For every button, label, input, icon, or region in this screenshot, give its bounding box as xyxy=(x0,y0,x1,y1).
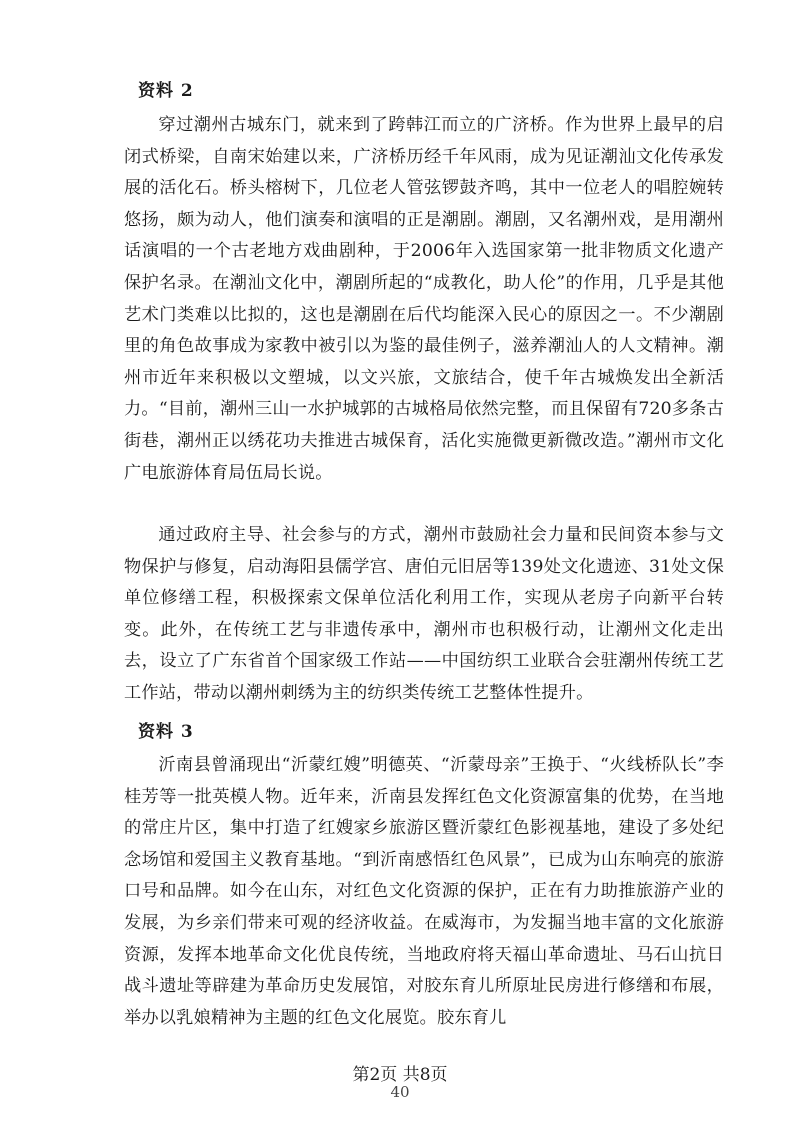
material-2-heading: 资料 2 xyxy=(138,81,194,101)
material-3-heading: 资料 3 xyxy=(138,722,194,742)
material-2-paragraph-1: 穿过潮州古城东门，就来到了跨韩江而立的广济桥。作为世界上最早的启闭式桥梁，自南宋始建以来，广济桥历经千年风雨，成为见证潮汕文化传承发展的活化石。桥头榕树下，几位老人管弦锣鼓齐鸣，其中一位老人的唱腔婉转悠扬，颇为动人，他们演奏和演唱的正是潮剧。潮剧，又名潮州戏，是用潮州话演唱的一个古老地方戏曲剧种，于2006年入选国家第一批非物质文化遗产保护名录。在潮汕文化中，潮剧所起的“成教化，助人伦”的作用，几乎是其他艺术门类难以比拟的，这也是潮剧在后代均能深入民心的原因之一。不少潮剧里的角色故事成为家教中被引以为鉴的最佳例子，滋养潮汕人的人文精神。潮州市近年来积极以文塑城，以文兴旅，文旅结合，使千年古城焕发出全新活力。“目前，潮州三山一水护城郭的古城格局依然完整，而且保留有720多条古街巷，潮州正以绣花功夫推进古城保育，活化实施微更新微改造。”潮州市文化广电旅游体育局伍局长说。 xyxy=(124,115,724,483)
page-number: 40 xyxy=(390,1083,410,1101)
page-indicator: 第2页 共8页 xyxy=(352,1065,448,1085)
material-2-paragraph-2: 通过政府主导、社会参与的方式，潮州市鼓励社会力量和民间资本参与文物保护与修复，启动海阳县儒学宫、唐伯元旧居等139处文化遗迹、31处文保单位修缮工程，积极探索文保单位活化利用工作，实现从老房子向新平台转变。此外，在传统工艺与非遗传承中，潮州市也积极行动，让潮州文化走出去，设立了广东省首个国家级工作站——中国纺织工业联合会驻潮州传统工艺工作站，带动以潮州刺绣为主的纺织类传统工艺整体性提升。 xyxy=(124,525,724,703)
material-3-paragraph-1: 沂南县曾涌现出“沂蒙红嫂”明德英、“沂蒙母亲”王换于、“火线桥队长”李桂芳等一批英模人物。近年来，沂南县发挥红色文化资源富集的优势，在当地的常庄片区，集中打造了红嫂家乡旅游区暨沂蒙红色影视基地，建设了多处纪念场馆和爱国主义教育基地。“到沂南感悟红色风景”，已成为山东响亮的旅游口号和品牌。如今在山东，对红色文化资源的保护，正在有力助推旅游产业的发展，为乡亲们带来可观的经济收益。在威海市，为发掘当地丰富的文化旅游资源，发挥本地革命文化优良传统，当地政府将天福山革命遗址、马石山抗日战斗遗址等辟建为革命历史发展馆，对胶东育儿所原址民房进行修缮和布展，举办以乳娘精神为主题的红色文化展览。胶东育儿 xyxy=(124,755,724,1028)
